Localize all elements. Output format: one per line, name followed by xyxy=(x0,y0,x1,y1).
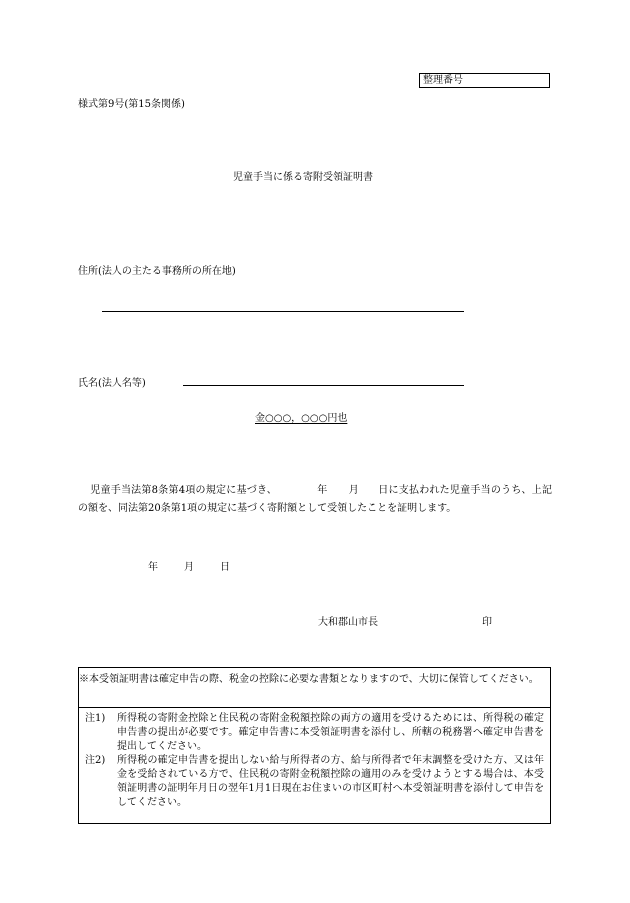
name-label: 氏名(法人名等) xyxy=(78,378,146,389)
certification-text xyxy=(78,482,552,518)
note-1-text: 所得税の寄附金控除と住民税の寄附金税額控除の両方の適用を受けるためには、所得税の確定申告書の提出が必要です。確定申告書に本受領証明書を添付し、所轄の税務署へ確定申告書を提出してください。 xyxy=(117,713,544,752)
date-day: 日 xyxy=(220,562,230,573)
body-month: 月 xyxy=(348,485,360,496)
note-2 xyxy=(85,754,544,810)
date-year: 年 xyxy=(148,562,158,573)
form-number: 様式第9号(第15条関係) xyxy=(78,99,185,110)
reference-number-label: 整理番号 xyxy=(423,75,463,86)
seal-mark: 印 xyxy=(482,617,492,628)
note-2-text: 所得税の確定申告書を提出しない給与所得者の方、給与所得者で年末調整を受けた方、又は年金を受給されている方で、住民税の寄附金税額控除の適用のみを受けようとする場合は、本受領証明書の証明年月日の翌年1月1日現在お住まいの市区町村へ本受領証明書を添付して申告をしてください。 xyxy=(117,755,544,808)
document-title: 児童手当に係る寄附受領証明書 xyxy=(233,172,373,183)
body-part1: 児童手当法第8条第4項の規定に基づき、 xyxy=(90,485,278,496)
note-2-label: 注2) xyxy=(85,755,106,766)
issuer: 大和郡山市長 xyxy=(318,617,378,628)
address-line xyxy=(102,311,464,312)
notice-box xyxy=(78,667,551,824)
note-1 xyxy=(85,712,544,754)
reference-number-box xyxy=(419,73,550,88)
note-1-label: 注1) xyxy=(85,713,106,724)
amount: 金○○○，○○○円也 xyxy=(255,413,348,424)
address-label: 住所(法人の主たる事務所の所在地) xyxy=(78,266,236,277)
date-month: 月 xyxy=(184,562,194,573)
notes-list xyxy=(79,712,550,810)
notice-text: ※本受領証明書は確定申告の際、税金の控除に必要な書類となりますので、大切に保管してください。 xyxy=(79,668,550,708)
name-line xyxy=(183,385,464,386)
body-part2: 日に支払われた児童手当のうち、上記の額を、同法第20条第1項の規定に基づく寄附額として受領したことを証明します。 xyxy=(78,485,553,514)
body-year: 年 xyxy=(317,485,328,496)
